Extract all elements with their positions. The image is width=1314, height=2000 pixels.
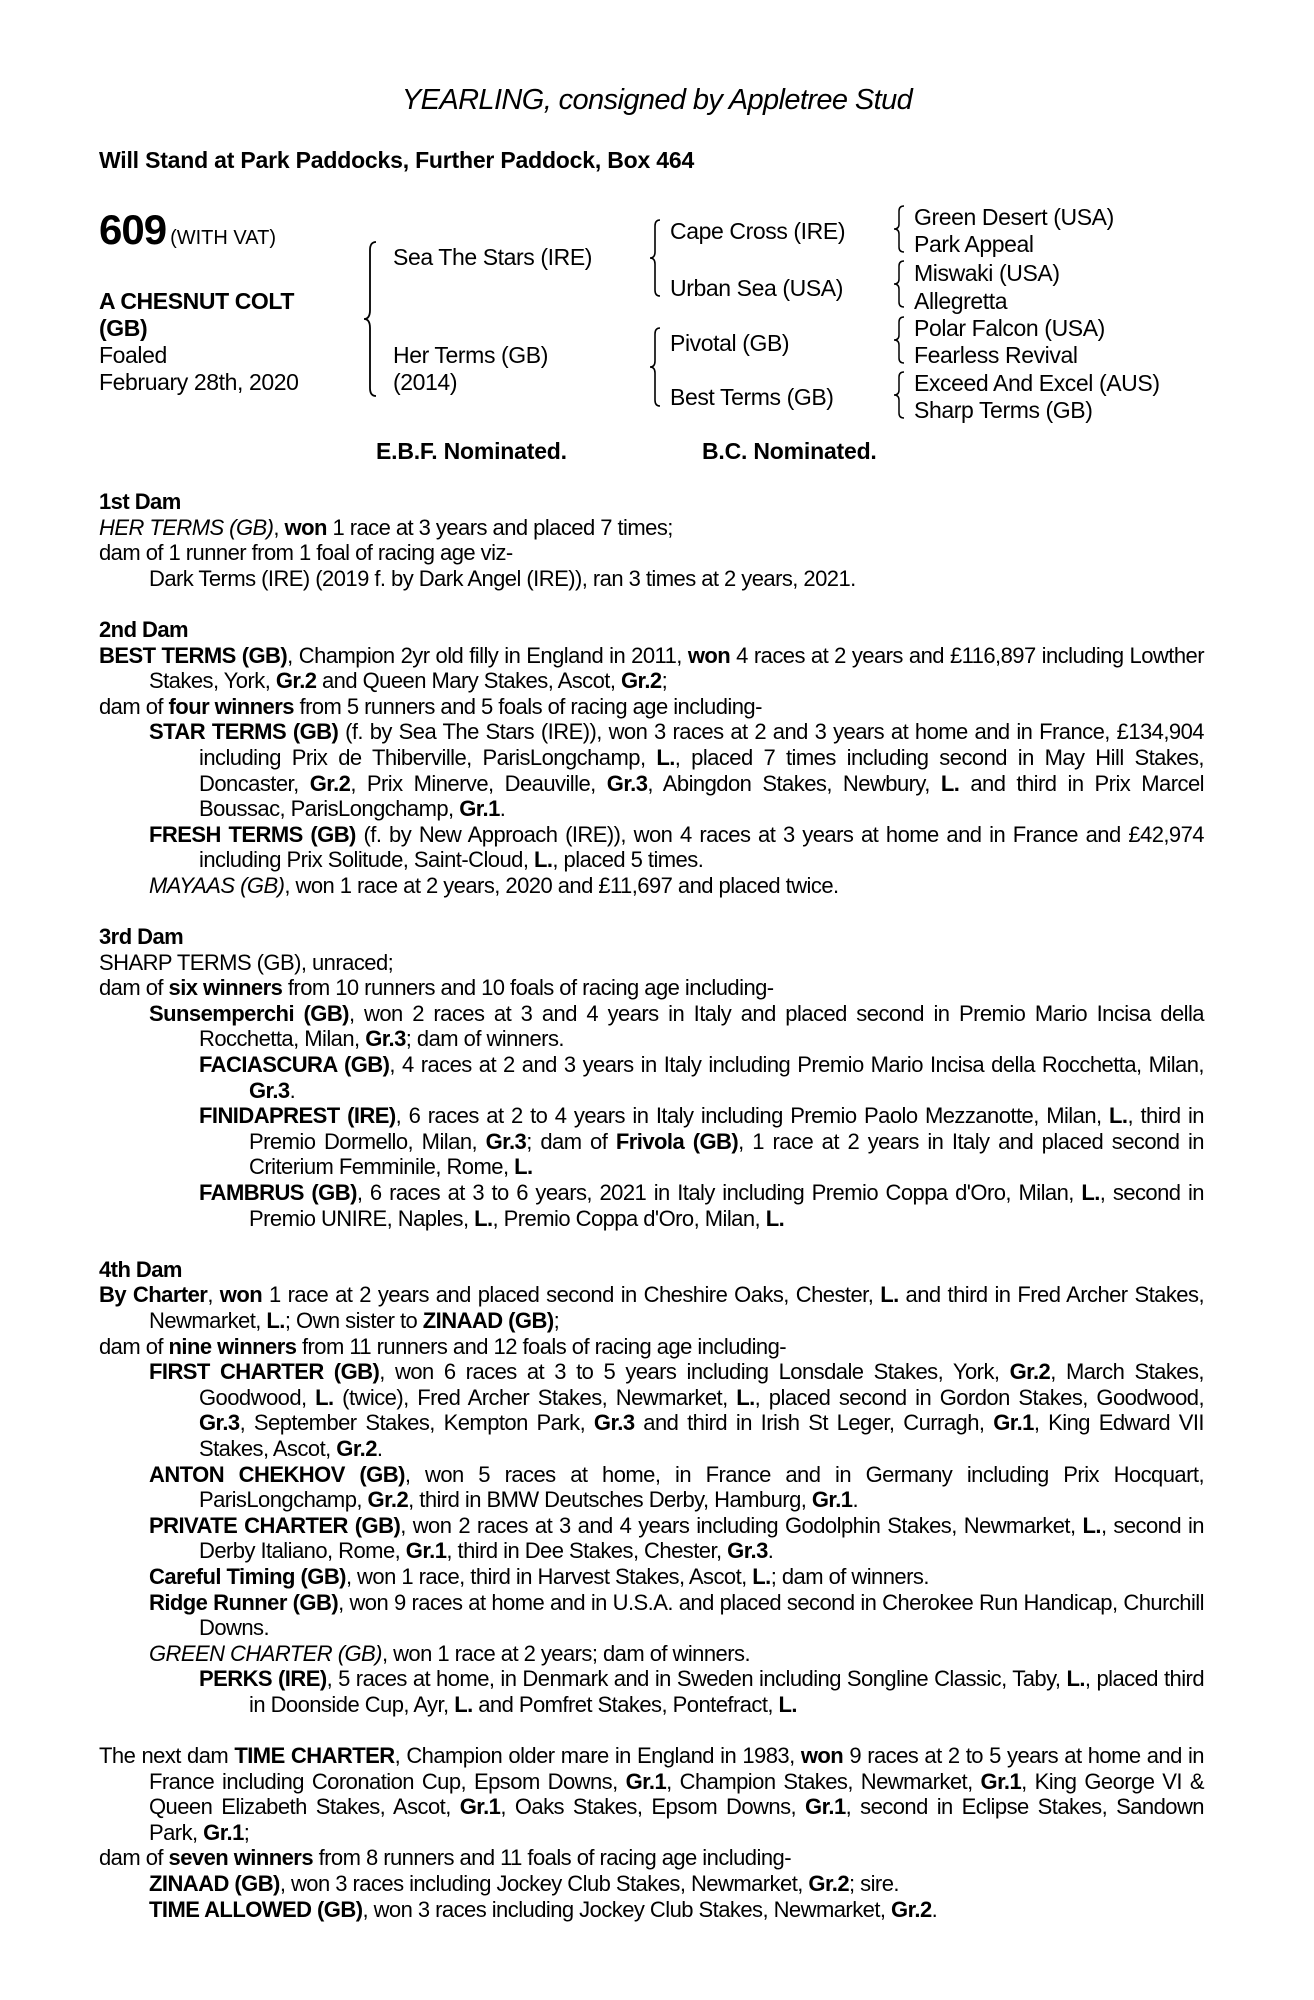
entry-text: , won 3 races including Jockey Club Stakes, Newmarket, — [279, 1871, 809, 1897]
entry-text: . — [852, 1487, 859, 1513]
bold-text: L. — [765, 1205, 785, 1231]
pedigree-dss: Polar Falcon (USA) — [914, 315, 1105, 341]
bold-text: L. — [1066, 1666, 1085, 1692]
entry-text: , March Stakes, Goodwood, — [199, 1359, 1204, 1410]
bold-text: L. — [778, 1691, 797, 1717]
bold-text: TIME CHARTER — [234, 1743, 395, 1769]
produce-entry — [99, 1845, 1204, 1871]
bold-text: PERKS (IRE) — [199, 1666, 327, 1692]
bold-text: L. — [880, 1282, 899, 1308]
bold-text: L. — [656, 744, 675, 770]
produce-entry — [149, 1871, 1204, 1897]
bold-text: L. — [1109, 1103, 1128, 1129]
bold-text: Gr.3 — [485, 1128, 527, 1154]
bold-text: BEST TERMS (GB) — [99, 642, 288, 668]
entry-text: 1 race at 2 years and placed second in Cheshire Oaks, Chester, — [262, 1282, 881, 1308]
bold-text: Gr.2 — [1009, 1359, 1051, 1385]
produce-entry — [149, 1512, 1204, 1564]
entry-text: The next dam — [99, 1743, 235, 1769]
pedigree-dsd: Fearless Revival — [914, 342, 1078, 368]
bold-text: Gr.1 — [811, 1487, 853, 1513]
produce-record — [99, 489, 1204, 1948]
bold-text: Gr.1 — [625, 1768, 667, 1794]
entry-text: , Champion 2yr old filly in England in 2011, — [287, 642, 688, 668]
entry-text: (f. by New Approach (IRE)), won 4 races at 3 years at home and in France and £42,974 including Prix Solitude, Saint-Cloud, — [199, 821, 1204, 873]
entry-text: , September Stakes, Kempton Park, — [239, 1410, 594, 1436]
bold-text: Sunsemperchi (GB) — [149, 1000, 349, 1026]
pedigree-sss: Green Desert (USA) — [914, 204, 1114, 230]
pedigree-brace-5 — [892, 259, 908, 309]
pedigree-dam-sire: Pivotal (GB) — [670, 330, 790, 356]
foaled-date: February 28th, 2020 — [99, 369, 299, 395]
bold-text: Gr.1 — [459, 796, 500, 822]
bold-text: L. — [474, 1205, 493, 1231]
produce-entry — [199, 1052, 1204, 1103]
entry-text: , won 1 race at 2 years, 2020 and £11,697 and placed twice. — [284, 872, 839, 898]
produce-entry — [149, 872, 1204, 899]
bold-text: By Charter — [99, 1282, 208, 1308]
bold-text: Gr.3 — [249, 1077, 290, 1103]
entry-text: dam of — [99, 975, 169, 1001]
pedigree-dam: Her Terms (GB) — [393, 342, 548, 368]
entry-text: , placed 7 times including second in May Hill Stakes, Doncaster, — [199, 744, 1204, 796]
entry-text: , King George VI & Queen Elizabeth Stakes, Ascot, — [149, 1768, 1204, 1820]
bold-text: Gr.1 — [980, 1768, 1022, 1794]
bold-text: L. — [533, 847, 553, 873]
produce-entry — [149, 1461, 1205, 1513]
bold-text: L. — [1082, 1512, 1101, 1538]
bold-text: PRIVATE CHARTER (GB) — [149, 1512, 401, 1538]
pedigree-brace-1 — [362, 240, 382, 398]
produce-entry — [149, 1896, 1204, 1923]
produce-entry — [99, 693, 1204, 720]
dam-section-heading: 1st Dam — [99, 489, 181, 514]
entry-text: dam of — [99, 693, 169, 719]
bold-text: L. — [454, 1691, 473, 1717]
entry-text: Dark Terms (IRE) (2019 f. by Dark Angel (IRE)), ran 3 times at 2 years, 2021. — [149, 565, 856, 591]
produce-entry — [99, 1333, 1204, 1360]
bold-text: Gr.3 — [365, 1026, 406, 1052]
produce-entry — [149, 1640, 1204, 1667]
lot-description: A CHESNUT COLT — [99, 288, 294, 314]
italic-text: GREEN CHARTER (GB) — [149, 1640, 382, 1666]
bold-text: L. — [940, 770, 960, 796]
bold-text: Gr.2 — [891, 1896, 932, 1922]
dam-section — [99, 617, 1204, 899]
entry-text: dam of — [99, 1845, 169, 1871]
pedigree-sire-sire: Cape Cross (IRE) — [670, 218, 846, 244]
pedigree-brace-7 — [892, 370, 908, 420]
bold-text: Gr.1 — [805, 1794, 846, 1820]
bold-text: Gr.1 — [203, 1819, 244, 1845]
bold-text: Gr.1 — [993, 1410, 1034, 1436]
italic-text: HER TERMS (GB) — [99, 514, 274, 540]
entry-text: , second in Premio UNIRE, Naples, — [249, 1180, 1204, 1231]
entry-text: ; dam of winners. — [405, 1026, 564, 1052]
entry-text: from 10 runners and 10 foals of racing age including- — [282, 975, 774, 1001]
entry-text: , Premio Coppa d'Oro, Milan, — [492, 1205, 766, 1231]
bold-text: Gr.2 — [367, 1487, 409, 1513]
entry-text: . — [289, 1077, 296, 1103]
entry-text: , Oaks Stakes, Epsom Downs, — [500, 1794, 806, 1820]
pedigree-sire-dam: Urban Sea (USA) — [670, 275, 843, 301]
entry-text: , 5 races at home, in Denmark and in Sweden including Songline Classic, Taby, — [326, 1666, 1067, 1692]
bold-text: ZINAAD (GB) — [149, 1871, 280, 1897]
entry-text: , 6 races at 2 to 4 years in Italy including Premio Paolo Mezzanotte, Milan, — [395, 1103, 1110, 1129]
bold-text: seven winners — [168, 1845, 314, 1871]
lot-description-origin: (GB) — [99, 315, 148, 341]
entry-text: ; — [553, 1308, 560, 1333]
lot-number — [99, 206, 276, 254]
entry-text: 1 race at 3 years and placed 7 times; — [326, 514, 673, 540]
produce-entry — [149, 1000, 1204, 1052]
entry-text: and third in Irish St Leger, Curragh, — [634, 1410, 994, 1436]
entry-text: ; dam of winners. — [770, 1563, 929, 1589]
produce-entry — [149, 1563, 1204, 1590]
entry-text: , third in Premio Dormello, Milan, — [249, 1103, 1204, 1154]
entry-text: , placed 5 times. — [552, 847, 704, 873]
produce-entry — [99, 642, 1204, 694]
bold-text: won — [800, 1743, 844, 1769]
catalogue-title: YEARLING, consigned by Appletree Stud — [401, 84, 913, 116]
bold-text: ZINAAD (GB) — [422, 1308, 554, 1333]
bold-text: TIME ALLOWED (GB) — [149, 1896, 363, 1922]
entry-text: from 5 runners and 5 foals of racing age including- — [293, 693, 762, 719]
dam-section — [99, 489, 1204, 591]
entry-text: , won 6 races at 3 to 5 years including Lonsdale Stakes, York, — [379, 1359, 1010, 1385]
entry-text: and Queen Mary Stakes, Ascot, — [316, 668, 621, 694]
produce-entry — [199, 1180, 1204, 1231]
entry-text: , second in Eclipse Stakes, Sandown Park, — [149, 1794, 1204, 1845]
pedigree-sdd: Allegretta — [914, 288, 1008, 314]
entry-text: and third in Fred Archer Stakes, Newmarket, — [149, 1282, 1205, 1333]
bold-text: L. — [514, 1154, 533, 1180]
produce-entry — [149, 1359, 1205, 1461]
pedigree-sds: Miswaki (USA) — [914, 260, 1060, 286]
dam-section-heading: 3rd Dam — [99, 924, 184, 950]
produce-entry — [199, 1103, 1204, 1180]
entry-text: , placed second in Gordon Stakes, Goodwood, — [754, 1384, 1205, 1410]
entry-text: , won 1 race, third in Harvest Stakes, Ascot, — [345, 1563, 753, 1589]
entry-text: , won 5 races at home, in France and in Germany including Prix Hocquart, ParisLongchamp, — [199, 1461, 1205, 1513]
pedigree-brace-6 — [892, 315, 908, 365]
entry-text: . — [499, 796, 506, 822]
bold-text: Gr.3 — [593, 1410, 635, 1436]
bold-text: L. — [266, 1308, 285, 1333]
bold-text: nine winners — [168, 1333, 297, 1359]
bold-text: STAR TERMS (GB) — [149, 719, 339, 745]
entry-text: ; dam of — [526, 1128, 616, 1154]
entry-text: , 1 race at 2 years in Italy and placed second in Criterium Femminile, Rome, — [249, 1128, 1204, 1180]
entry-text: , 6 races at 3 to 6 years, 2021 in Italy including Premio Coppa d'Oro, Milan, — [356, 1180, 1082, 1206]
entry-text: SHARP TERMS (GB), unraced; — [99, 949, 394, 975]
bold-text: L. — [315, 1384, 334, 1410]
bold-text: L. — [1081, 1180, 1100, 1206]
produce-entry — [99, 1743, 1204, 1845]
entry-text: . — [931, 1896, 938, 1922]
entry-text: (twice), Fred Archer Stakes, Newmarket, — [333, 1384, 737, 1410]
pedigree-ddd: Sharp Terms (GB) — [914, 397, 1093, 423]
entry-text: , — [273, 514, 285, 540]
bold-text: Gr.2 — [621, 668, 662, 694]
produce-entry — [99, 949, 1204, 976]
bold-text: Gr.3 — [727, 1538, 768, 1564]
produce-entry — [99, 540, 1204, 566]
bold-text: won — [219, 1282, 263, 1308]
dam-section — [99, 1257, 1204, 1718]
entry-text: , King Edward VII Stakes, Ascot, — [199, 1410, 1204, 1461]
produce-entry — [99, 1282, 1205, 1333]
entry-text: and third in Prix Marcel Boussac, ParisLongchamp, — [199, 770, 1204, 822]
pedigree-brace-4 — [892, 204, 908, 254]
entry-text: (f. by Sea The Stars (IRE)), won 3 races at 2 and 3 years at home and in France, £134,904 including Prix de Thiberville, ParisLongchamp, — [199, 719, 1204, 770]
entry-text: ; sire. — [849, 1871, 899, 1897]
entry-text: , placed third in Doonside Cup, Ayr, — [249, 1666, 1204, 1717]
entry-text: . — [767, 1538, 774, 1564]
entry-text: ; — [661, 668, 668, 694]
bold-text: won — [687, 642, 731, 668]
bold-text: Gr.2 — [336, 1435, 377, 1461]
entry-text: , Champion older mare in England in 1983, — [394, 1743, 801, 1769]
produce-entry — [149, 719, 1204, 822]
produce-entry — [99, 514, 1204, 541]
bold-text: FINIDAPREST (IRE) — [199, 1103, 396, 1129]
bold-text: six winners — [168, 975, 283, 1001]
bold-text: Gr.1 — [459, 1794, 501, 1820]
dam-section-heading: 4th Dam — [99, 1256, 182, 1282]
entry-text: and Pomfret Stakes, Pontefract, — [472, 1691, 779, 1717]
entry-text: , won 3 races including Jockey Club Stakes, Newmarket, — [362, 1896, 892, 1922]
bold-text: FACIASCURA (GB) — [199, 1052, 390, 1078]
bold-text: Gr.2 — [275, 668, 317, 694]
entry-text: 9 races at 2 to 5 years at home and in France including Coronation Cup, Epsom Downs, — [149, 1743, 1204, 1794]
dam-section-heading: 2nd Dam — [99, 616, 189, 642]
pedigree-brace-3 — [648, 326, 664, 408]
bc-nominated: B.C. Nominated. — [702, 438, 877, 464]
dam-section — [99, 924, 1204, 1231]
entry-text: , second in Derby Italiano, Rome, — [199, 1512, 1204, 1564]
entry-text: , third in BMW Deutsches Derby, Hamburg, — [408, 1487, 812, 1513]
pedigree-dds: Exceed And Excel (AUS) — [914, 370, 1160, 396]
bold-text: L. — [752, 1563, 771, 1589]
pedigree-sire: Sea The Stars (IRE) — [393, 244, 593, 270]
entry-text: ; — [243, 1819, 250, 1845]
entry-text: , won 2 races at 3 and 4 years in Italy and placed second in Premio Mario Incisa della Rocchetta, Milan, — [199, 1000, 1204, 1052]
entry-text: , — [207, 1282, 220, 1308]
entry-text: , won 2 races at 3 and 4 years including Godolphin Stakes, Newmarket, — [400, 1512, 1083, 1538]
bold-text: Gr.2 — [808, 1871, 849, 1897]
bold-text: Gr.3 — [606, 770, 648, 796]
pedigree-brace-2 — [648, 218, 664, 298]
entry-text: , Champion Stakes, Newmarket, — [666, 1768, 981, 1794]
ebf-nominated: E.B.F. Nominated. — [376, 438, 567, 464]
bold-text: FAMBRUS (GB) — [199, 1180, 357, 1206]
entry-text: , won 9 races at home and in U.S.A. and placed second in Cherokee Run Handicap, Churchill Downs. — [199, 1589, 1204, 1641]
bold-text: Ridge Runner (GB) — [149, 1589, 339, 1615]
stabling-location: Will Stand at Park Paddocks, Further Paddock, Box 464 — [99, 147, 695, 173]
entry-text: , won 1 race at 2 years; dam of winners. — [381, 1640, 751, 1666]
bold-text: Frivola (GB) — [615, 1128, 739, 1154]
bold-text: four winners — [168, 693, 294, 719]
lot-number-value: 609 — [99, 206, 167, 253]
italic-text: MAYAAS (GB) — [149, 872, 285, 898]
entry-text: ; Own sister to — [284, 1308, 423, 1333]
produce-entry — [149, 821, 1204, 873]
pedigree-dam-year: (2014) — [393, 369, 458, 395]
entry-text: from 11 runners and 12 foals of racing age including- — [296, 1333, 787, 1359]
produce-entry — [149, 565, 1204, 592]
entry-text: dam of — [99, 1333, 169, 1359]
bold-text: FRESH TERMS (GB) — [149, 821, 356, 847]
pedigree-dam-dam: Best Terms (GB) — [670, 384, 834, 410]
foaled-label: Foaled — [99, 342, 167, 368]
bold-text: Gr.3 — [199, 1410, 240, 1436]
produce-entry — [99, 975, 1204, 1001]
bold-text: won — [284, 514, 327, 540]
produce-entry — [149, 1589, 1204, 1641]
bold-text: ANTON CHEKHOV (GB) — [149, 1461, 405, 1487]
produce-entry — [199, 1666, 1204, 1717]
vat-note: (WITH VAT) — [170, 227, 276, 249]
bold-text: L. — [736, 1384, 755, 1410]
bold-text: Gr.2 — [309, 770, 351, 796]
entry-text: 4 races at 2 years and £116,897 including Lowther Stakes, York, — [149, 642, 1204, 694]
entry-text: , Prix Minerve, Deauville, — [350, 770, 607, 796]
bold-text: Careful Timing (GB) — [149, 1563, 346, 1589]
bold-text: FIRST CHARTER (GB) — [149, 1359, 380, 1385]
entry-text: from 8 runners and 11 foals of racing age including- — [313, 1845, 791, 1871]
dam-section — [99, 1743, 1204, 1922]
entry-text: , 4 races at 2 and 3 years in Italy including Premio Mario Incisa della Rocchetta, Milan, — [389, 1052, 1204, 1078]
entry-text: . — [376, 1435, 383, 1461]
entry-text: , third in Dee Stakes, Chester, — [446, 1538, 728, 1564]
pedigree-ssd: Park Appeal — [914, 231, 1034, 257]
bold-text: Gr.1 — [405, 1538, 447, 1564]
entry-text: dam of 1 runner from 1 foal of racing age viz- — [99, 540, 513, 566]
entry-text: , Abingdon Stakes, Newbury, — [647, 770, 941, 796]
